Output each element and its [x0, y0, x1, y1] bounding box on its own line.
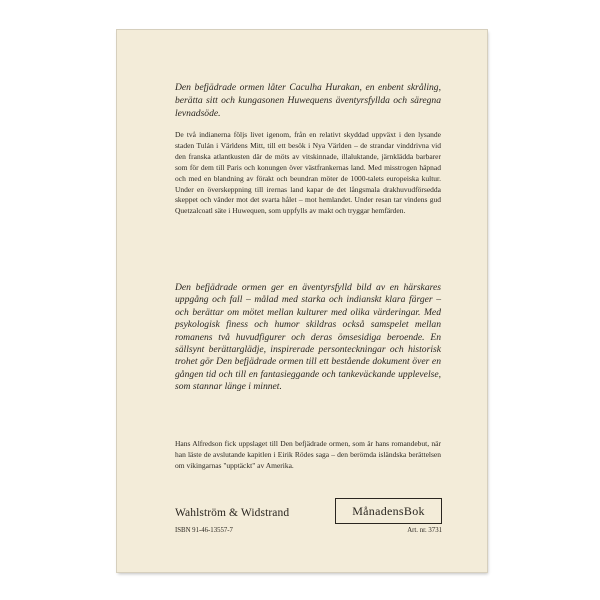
lead-paragraph: Den befjädrade ormen låter Caculha Hurakan, en enbent skråling, berätta sitt och kungasonen Huwequens äventyrsfyllda och säregna levnadsöde.	[175, 82, 441, 119]
book-back-cover	[117, 30, 487, 572]
manadens-bok-logo: MånadensBok	[335, 498, 442, 524]
isbn-number: ISBN 91-46-13557-7	[175, 527, 233, 534]
synopsis-paragraph: De två indianerna följs livet igenom, från en relativt skyddad uppväxt i den lysande staden Tulán i Världens Mitt, till ett besök i Nya Världen – de strandar vinddrivna vid den franska atlantkusten där de möts av vitskinnade, illaluktande, järnklädda barbarer som för dem till Paris och konungen över västfrankernas land. Med misstrogen häpnad och med en blandning av förakt och beundran möter de 1000-talets europeiska kultur. Under en överskeppning till irernas land kapar de det långsmala drakhuvudförsedda skeppet och vänder mot det svarta hålet – mot hemlandet. Under resan tar vindens gud Quetzalcoatl säte i Huwequen, som uppfylls av makt och tryggar hemfärden.	[175, 130, 441, 216]
author-paragraph: Hans Alfredson fick uppslaget till Den befjädrade ormen, som är hans romandebut, när han läste de avslutande kapitlen i Eirik Rödes saga – den berömda isländska berättelsen om vikingarnas "upptäckt" av Amerika.	[175, 439, 441, 470]
review-paragraph: Den befjädrade ormen ger en äventyrsfylld bild av en härskares uppgång och fall – målad med starka och indianskt klara färger – och berättar om mötet mellan kulturer med olika värderingar. Med psykologisk finess och humor skildras också samspelet mellan romanens två huvudfigurer och deras ömsesidiga beroende. En sällsynt berättarglädje, inspirerade personteckningar och historisk trohet gör Den befjädrade ormen till ett bestående dokument över en gången tid och till en fantasieggande och tankeväckande upplevelse, som stannar länge i minnet.	[175, 282, 441, 393]
article-number: Art. nr. 3731	[407, 527, 442, 534]
publisher-name: Wahlström & Widstrand	[175, 507, 290, 519]
